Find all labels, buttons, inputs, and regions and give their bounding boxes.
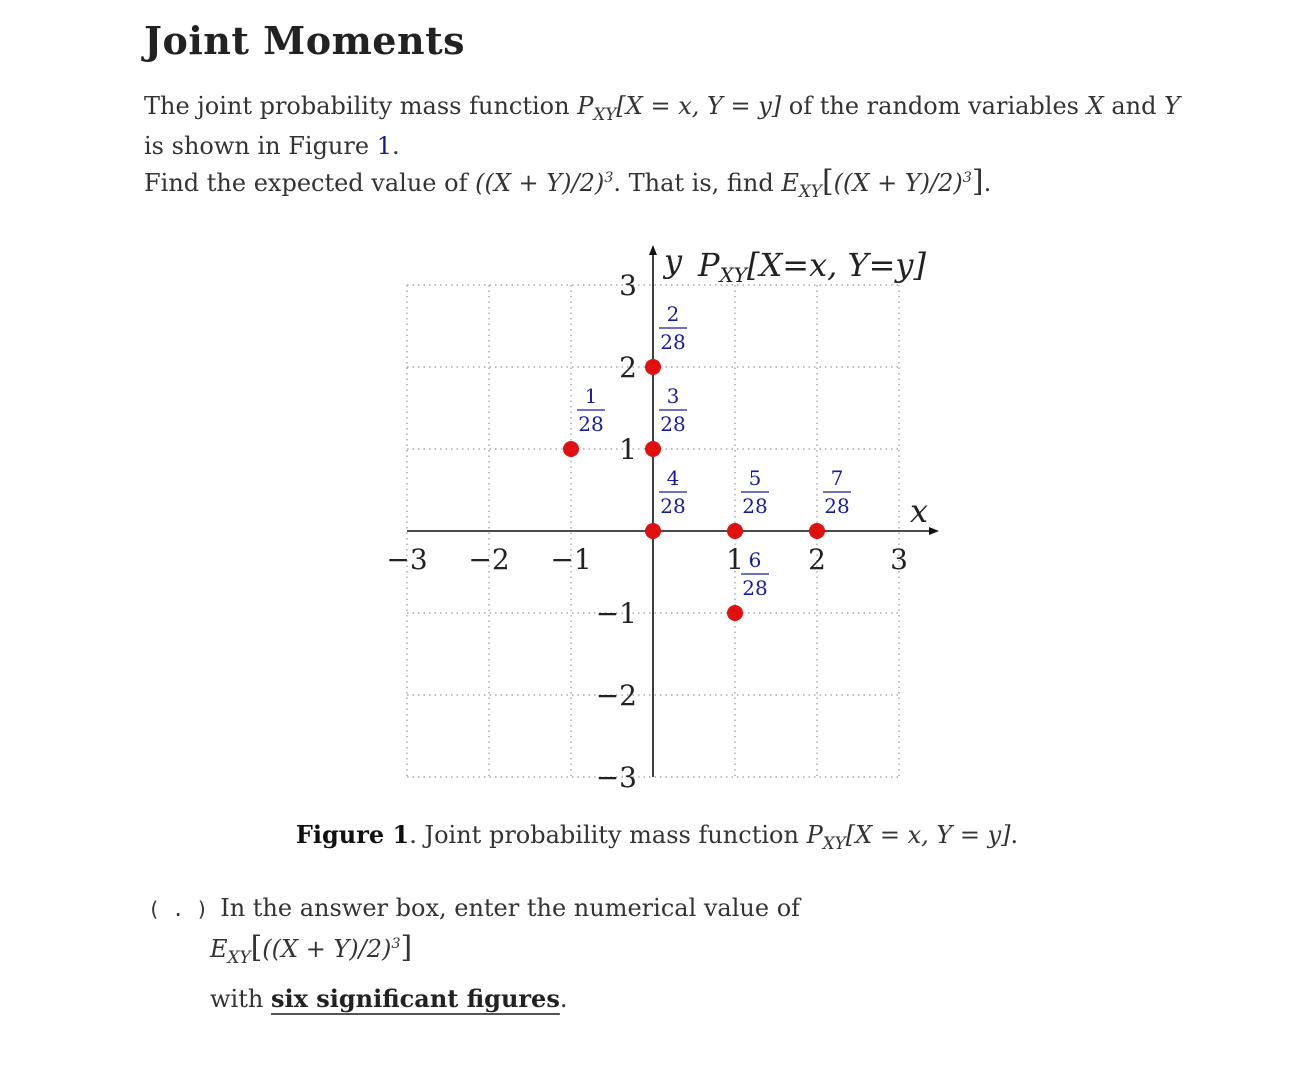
pmf-point — [727, 523, 743, 539]
pmf-label-args: [X=x, Y=y] — [746, 246, 926, 284]
prob-numerator: 4 — [666, 466, 680, 490]
prob-denominator: 28 — [660, 494, 686, 518]
question-prompt — [148, 892, 800, 925]
prob-denominator: 28 — [824, 494, 850, 518]
prob-denominator: 28 — [578, 412, 604, 436]
prob-numerator: 2 — [666, 302, 680, 326]
var-x: X — [1086, 92, 1104, 120]
question-marker: ( . ) — [148, 897, 209, 921]
intro-text-3: is shown in Figure — [144, 131, 377, 160]
question-with: with — [210, 985, 271, 1013]
pmf-arguments: [X = x, Y = y] — [616, 92, 782, 120]
pmf-point — [563, 441, 579, 457]
figure-reference-link[interactable]: 1 — [376, 131, 392, 160]
x-tick-label: −1 — [550, 543, 592, 576]
question-right-bracket: ] — [400, 930, 413, 965]
prob-denominator: 28 — [742, 576, 768, 600]
task-text: Find the expected value of — [144, 169, 476, 197]
intro-text-2: of the random variables — [781, 92, 1087, 120]
caption-symbol: P — [806, 821, 823, 849]
y-axis-label: y — [664, 242, 683, 280]
task-power: 3 — [604, 170, 614, 186]
intro-text: The joint probability mass function — [144, 92, 578, 120]
caption-subscript: XY — [822, 832, 846, 853]
x-tick-label: −3 — [386, 543, 428, 576]
x-tick-label: −2 — [468, 543, 510, 576]
significant-figures-emphasis: six significant figures — [270, 984, 560, 1013]
pmf-point — [727, 605, 743, 621]
significant-figures-instruction — [210, 984, 567, 1013]
pmf-label-subscript: XY — [719, 263, 747, 287]
question-expression — [210, 930, 412, 967]
pmf-point — [809, 523, 825, 539]
caption-args: [X = x, Y = y] — [845, 821, 1011, 849]
pmf-subscript: XY — [593, 103, 617, 124]
x-tick-label: 2 — [808, 543, 826, 576]
question-expr: ((X + Y)/2) — [262, 935, 392, 963]
question-left-bracket: [ — [250, 930, 263, 965]
y-tick-label: 2 — [619, 351, 637, 384]
prob-denominator: 28 — [742, 494, 768, 518]
x-tick-label: 1 — [726, 543, 744, 576]
y-axis-arrow-icon — [649, 245, 657, 255]
question-text: In the answer box, enter the numerical value of — [220, 894, 801, 922]
caption-end: . — [1010, 821, 1019, 849]
prob-numerator: 6 — [748, 548, 762, 572]
expectation-subscript: XY — [798, 180, 822, 201]
x-axis-label: x — [910, 492, 929, 530]
left-bracket: [ — [821, 164, 834, 199]
task-power-2: 3 — [962, 170, 972, 186]
right-bracket: ] — [971, 164, 984, 199]
prob-numerator: 7 — [830, 466, 844, 490]
prob-numerator: 3 — [666, 384, 680, 408]
task-text-2: . That is, find — [613, 169, 782, 197]
caption-label: Figure 1 — [295, 820, 410, 849]
question-expectation-subscript: XY — [227, 946, 251, 967]
y-tick-label: −3 — [595, 761, 637, 794]
var-y: Y — [1164, 92, 1180, 120]
intro-period: . — [391, 131, 400, 160]
page-title: Joint Moments — [144, 18, 466, 63]
pmf-label-symbol: P — [698, 246, 720, 284]
x-axis-arrow-icon — [929, 527, 939, 535]
y-tick-label: 3 — [619, 269, 637, 302]
task-end: . — [983, 169, 992, 197]
prob-denominator: 28 — [660, 330, 686, 354]
figure-caption — [0, 820, 1314, 853]
y-tick-label: −1 — [595, 597, 637, 630]
pmf-point — [645, 441, 661, 457]
pmf-point — [645, 359, 661, 375]
pmf-symbol: P — [577, 92, 594, 120]
expectation-symbol: E — [781, 169, 799, 197]
prob-numerator: 5 — [748, 466, 762, 490]
task-expression-2: ((X + Y)/2) — [833, 169, 963, 197]
x-tick-label: 3 — [890, 543, 908, 576]
task-expression: ((X + Y)/2) — [475, 169, 605, 197]
pmf-label — [697, 246, 926, 287]
pmf-point — [645, 523, 661, 539]
question-end: . — [559, 985, 568, 1013]
prob-denominator: 28 — [660, 412, 686, 436]
y-tick-label: 1 — [619, 433, 637, 466]
prob-numerator: 1 — [584, 384, 598, 408]
intro-and: and — [1103, 92, 1165, 120]
y-tick-label: −2 — [595, 679, 637, 712]
question-power: 3 — [391, 936, 401, 952]
question-expectation-symbol: E — [210, 935, 228, 963]
caption-text: . Joint probability mass function — [409, 821, 807, 849]
